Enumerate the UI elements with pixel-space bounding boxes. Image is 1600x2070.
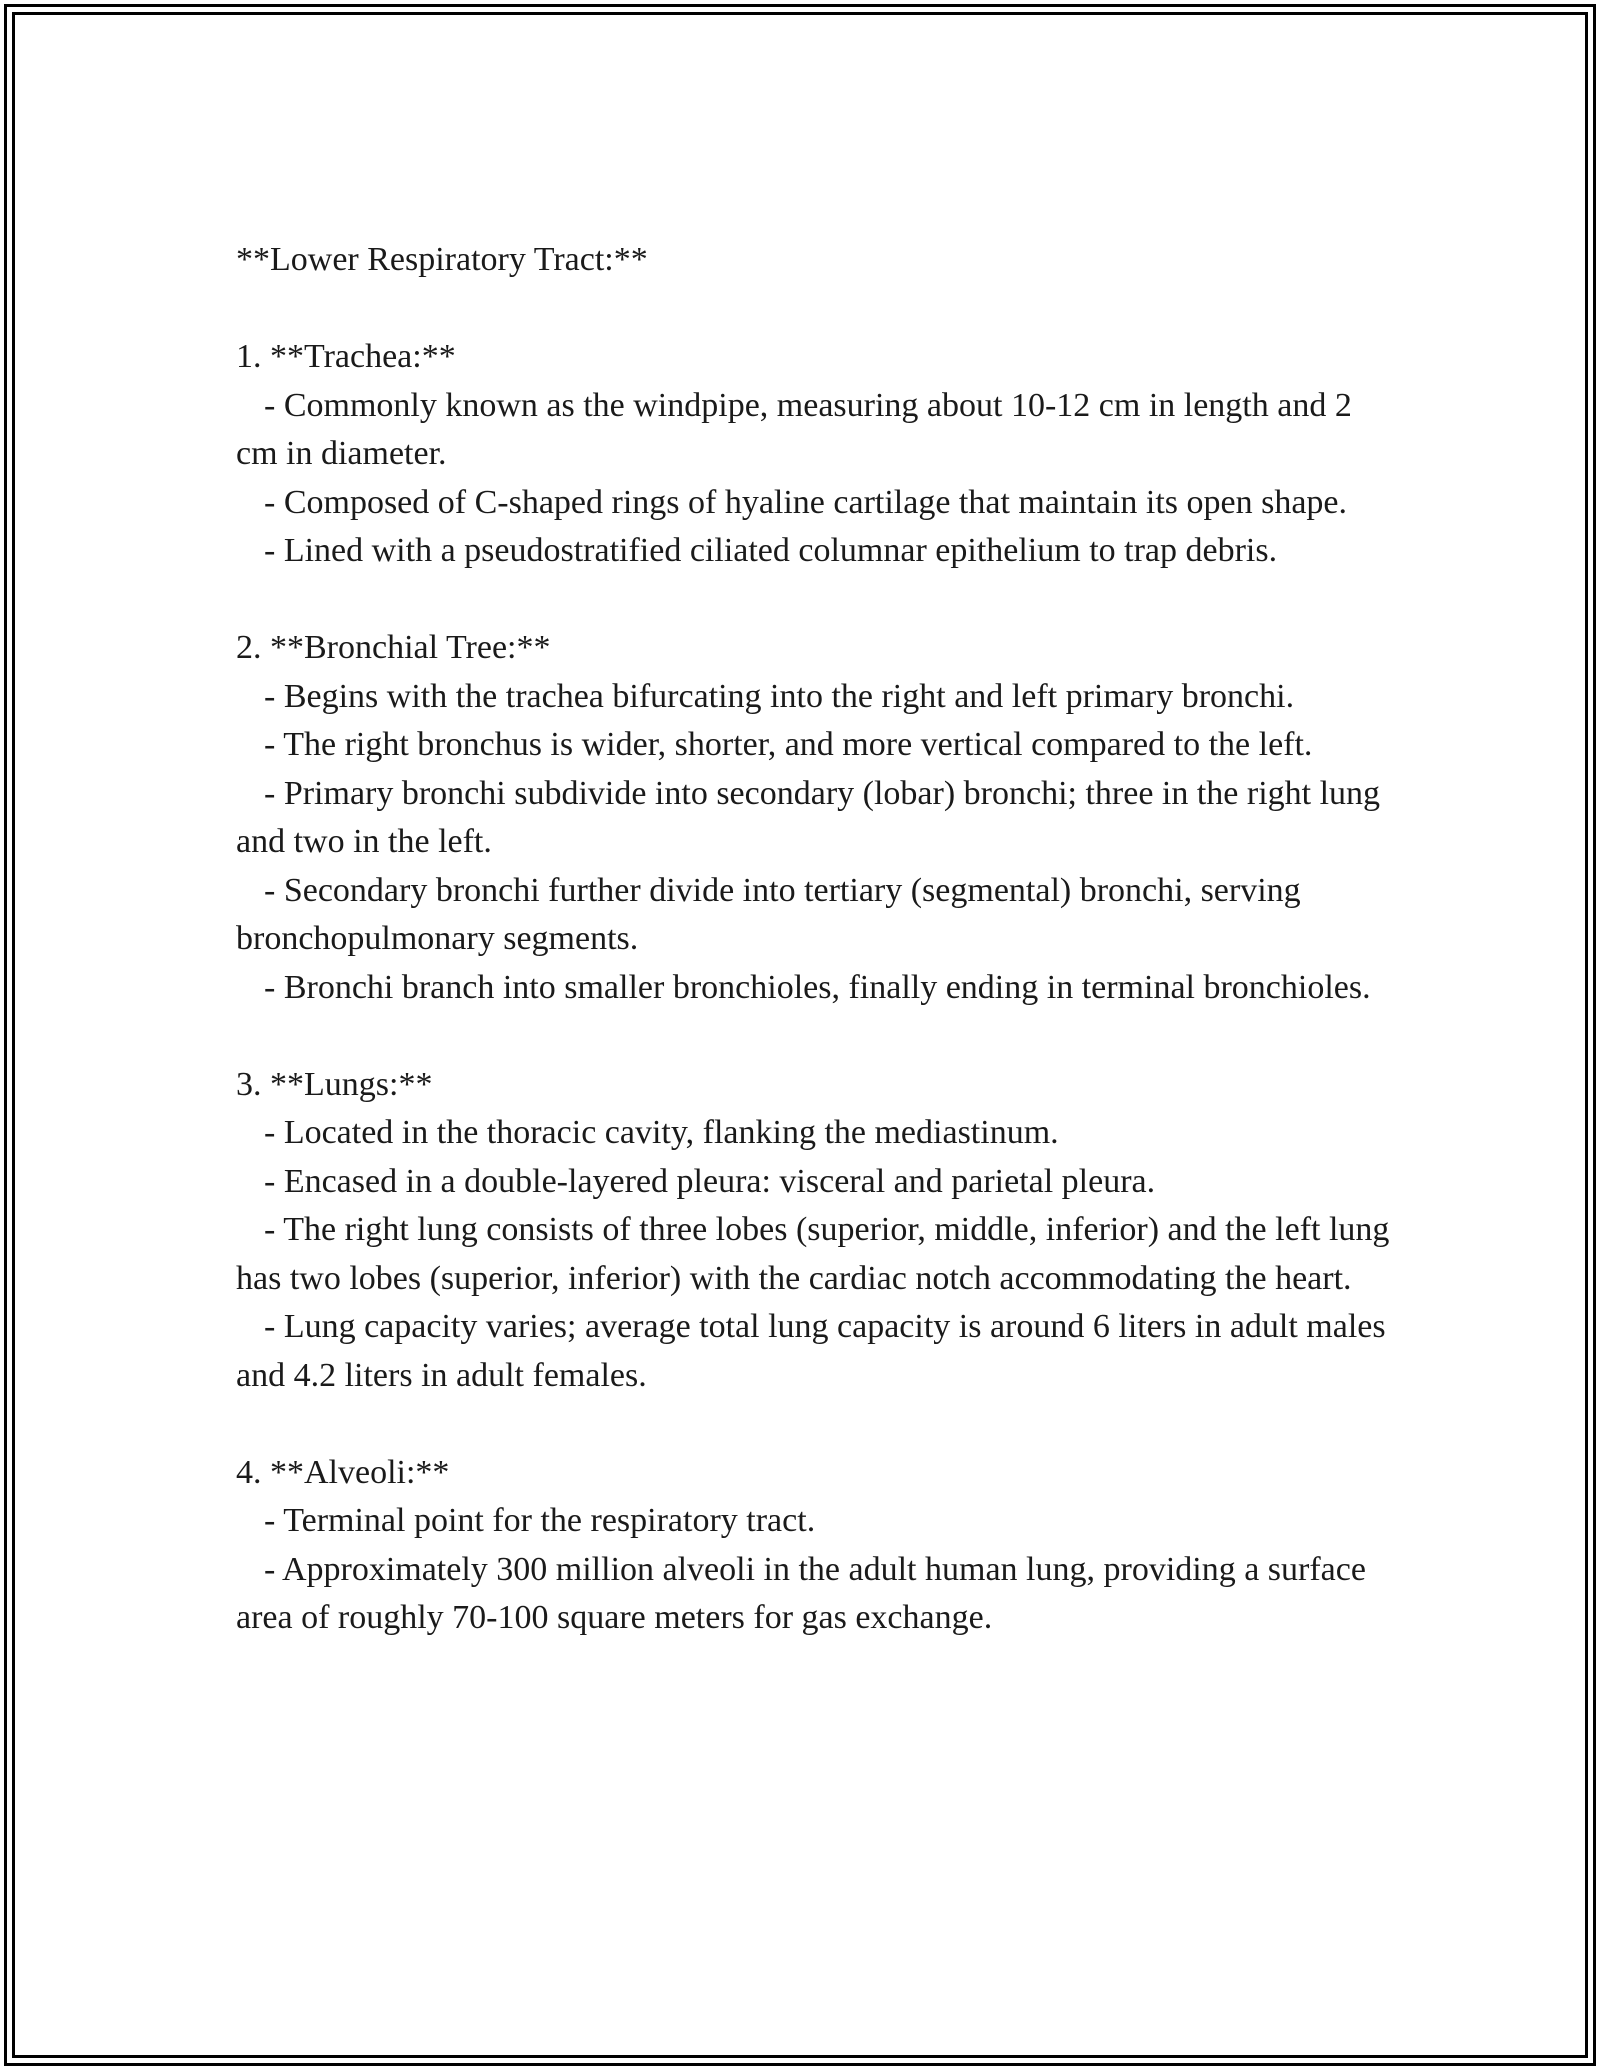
list-item: - Encased in a double-layered pleura: visceral and parietal pleura. — [264, 1162, 1156, 1200]
list-item: - Commonly known as the windpipe, measuring about 10-12 cm in length and 2 cm in diameter. — [236, 386, 1361, 472]
document-heading: **Lower Respiratory Tract:** — [236, 241, 648, 278]
list-item: - Composed of C-shaped rings of hyaline cartilage that maintain its open shape. — [264, 483, 1348, 521]
section-title: 1. **Trachea:** — [236, 338, 456, 375]
section-bronchial-tree — [236, 624, 1396, 1012]
list-item: - Begins with the trachea bifurcating into the right and left primary bronchi. — [264, 677, 1295, 715]
list-item: - The right lung consists of three lobes (superior, middle, inferior) and the left lung has two lobes (superior, inferior) with the cardiac notch accommodating the heart. — [236, 1211, 1398, 1297]
section-title: 4. **Alveoli:** — [236, 1453, 450, 1491]
list-item: - Lung capacity varies; average total lung capacity is around 6 liters in adult males and 4.2 liters in adult females. — [236, 1308, 1395, 1394]
section-title: 3. **Lungs:** — [236, 1065, 433, 1103]
list-item: - Bronchi branch into smaller bronchioles, finally ending in terminal bronchioles. — [264, 968, 1371, 1006]
list-item: - Lined with a pseudostratified ciliated columnar epithelium to trap debris. — [264, 532, 1278, 569]
document-body — [236, 236, 1396, 1643]
section-alveoli — [236, 1449, 1396, 1643]
list-item: - Terminal point for the respiratory tract. — [264, 1502, 816, 1539]
section-lungs — [236, 1061, 1396, 1401]
list-item: - Primary bronchi subdivide into secondary (lobar) bronchi; three in the right lung and two in the left. — [236, 774, 1389, 860]
section-title: 2. **Bronchial Tree:** — [236, 629, 551, 666]
list-item: - Located in the thoracic cavity, flanking the mediastinum. — [264, 1114, 1059, 1151]
section-trachea — [236, 333, 1396, 576]
list-item: - The right bronchus is wider, shorter, and more vertical compared to the left. — [264, 726, 1313, 763]
list-item: - Approximately 300 million alveoli in the adult human lung, providing a surface area of roughly 70-100 square meters for gas exchange. — [236, 1550, 1375, 1636]
list-item: - Secondary bronchi further divide into tertiary (segmental) bronchi, serving bronchopulmonary segments. — [236, 871, 1310, 957]
